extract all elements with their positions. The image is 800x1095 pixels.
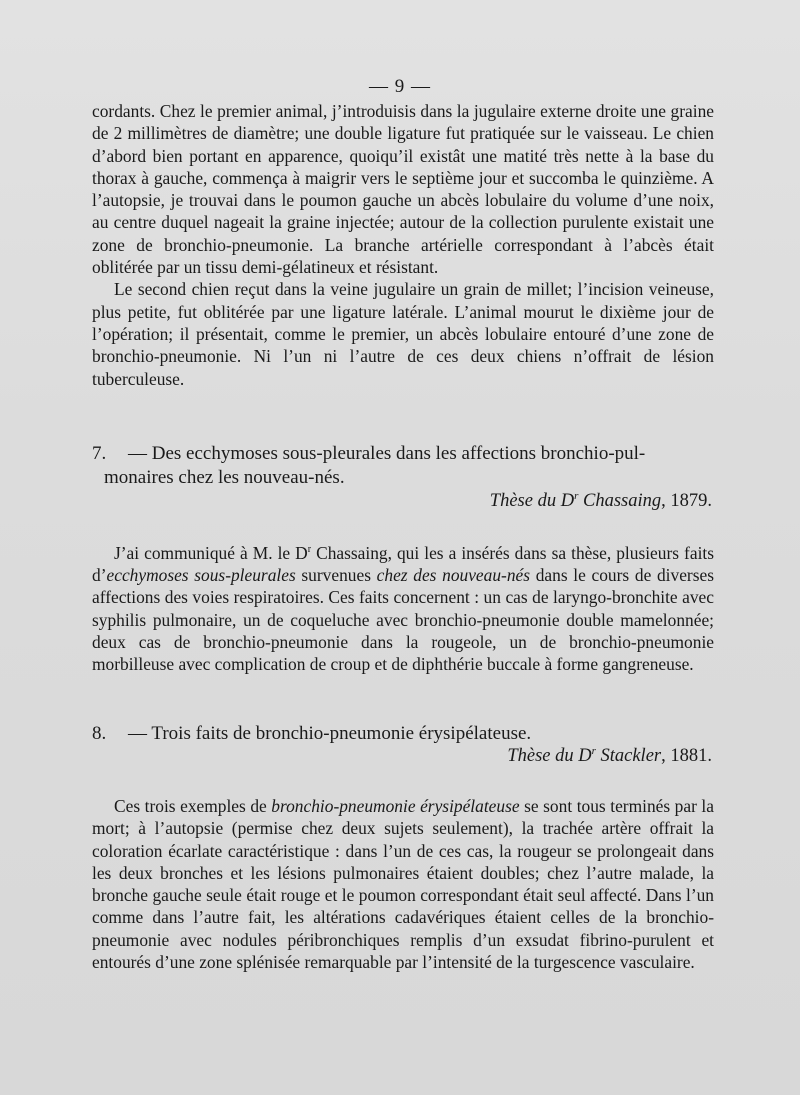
opening-paragraphs xyxy=(92,100,714,390)
section-7-body xyxy=(92,539,714,676)
section-8-citation: Thèse du $D^r$ Stackler, 1881. xyxy=(507,745,712,767)
section-7-heading xyxy=(92,442,714,490)
section-7-title-line1: — Des ecchymoses sous-pleurales dans les affections bronchio-pul- xyxy=(128,443,646,464)
section-8-body xyxy=(92,795,714,973)
page-number: — 9 — xyxy=(369,76,431,97)
section-8-title: — Trois faits de bronchio-pneumonie érysipélateuse. xyxy=(128,723,532,744)
section-7-title-line2: monaires chez les nouveau-nés. xyxy=(104,467,345,488)
section-7-paragraph: J’ai communiqué à M. le $D^r$ Chassaing, qui les a insérés dans sa thèse, plusieurs faits d’ecchymoses sous-pleurales survenues chez des nouveau-nés dans le cours de diverses affections des voies respiratoires. Ces faits concernent : un cas de laryngo-bronchite avec syphilis pulmonaire, un de coqueluche avec bronchio-pneumonie double mamelonnée; deux cas de bronchio-pneumonie dans la rougeole, un de bronchio-pneumonie morbilleuse avec complication de croup et de diphthérie buccale à forme gangreneuse. xyxy=(92,542,714,675)
section-8-heading xyxy=(92,722,714,746)
section-7-citation: Thèse du $D^r$ Chassaing, 1879. xyxy=(489,490,712,512)
section-8-number: 8. xyxy=(92,723,107,744)
paragraph-first-dog: cordants. Chez le premier animal, j’introduisis dans la jugulaire externe droite une graine de 2 millimètres de diamètre; une double ligature fut pratiquée sur le vaisseau. Le chien d’abord bien portant en apparence, quoiqu’il existât une matité très nette à la base du thorax à gauche, commença à maigrir vers le septième jour et succomba le quinzième. A l’autopsie, je trouvai dans le poumon gauche un abcès lobulaire du volume d’une noix, au centre duquel nageait la graine injectée; autour de la collection purulente existait une zone de bronchio-pneumonie. La branche artérielle correspondant à l’abcès était oblitérée par un tissu demi-gélatineux et résistant. xyxy=(92,101,714,278)
paragraph-second-dog: Le second chien reçut dans la veine jugulaire un grain de millet; l’incision veineuse, plus petite, fut oblitérée par une ligature latérale. L’animal mourut le dixième jour de l’opération; il présentait, comme le premier, un abcès lobulaire entouré d’une zone de bronchio-pneumonie. Ni l’un ni l’autre de ces deux chiens n’offrait de lésion tuberculeuse. xyxy=(92,279,714,389)
section-8-paragraph: Ces trois exemples de bronchio-pneumonie érysipélateuse se sont tous terminés par la mort; à l’autopsie (permise chez deux sujets seulement), la trachée artère offrait la coloration écarlate caractéristique : dans l’un de ces cas, la rougeur se prolongeait dans les deux bronches et les lésions pulmonaires étaient doubles; chez l’autre malade, la bronche gauche seule était rouge et le poumon correspondant était seul affecté. Dans l’un comme dans l’autre fait, les altérations cadavériques étaient celles de la bronchio-pneumonie avec nodules péribronchiques remplis d’un exsudat fibrino-purulent et entourés d’une zone splénisée remarquable par l’intensité de la turgescence vasculaire. xyxy=(92,796,714,973)
section-7-number: 7. xyxy=(92,443,107,464)
